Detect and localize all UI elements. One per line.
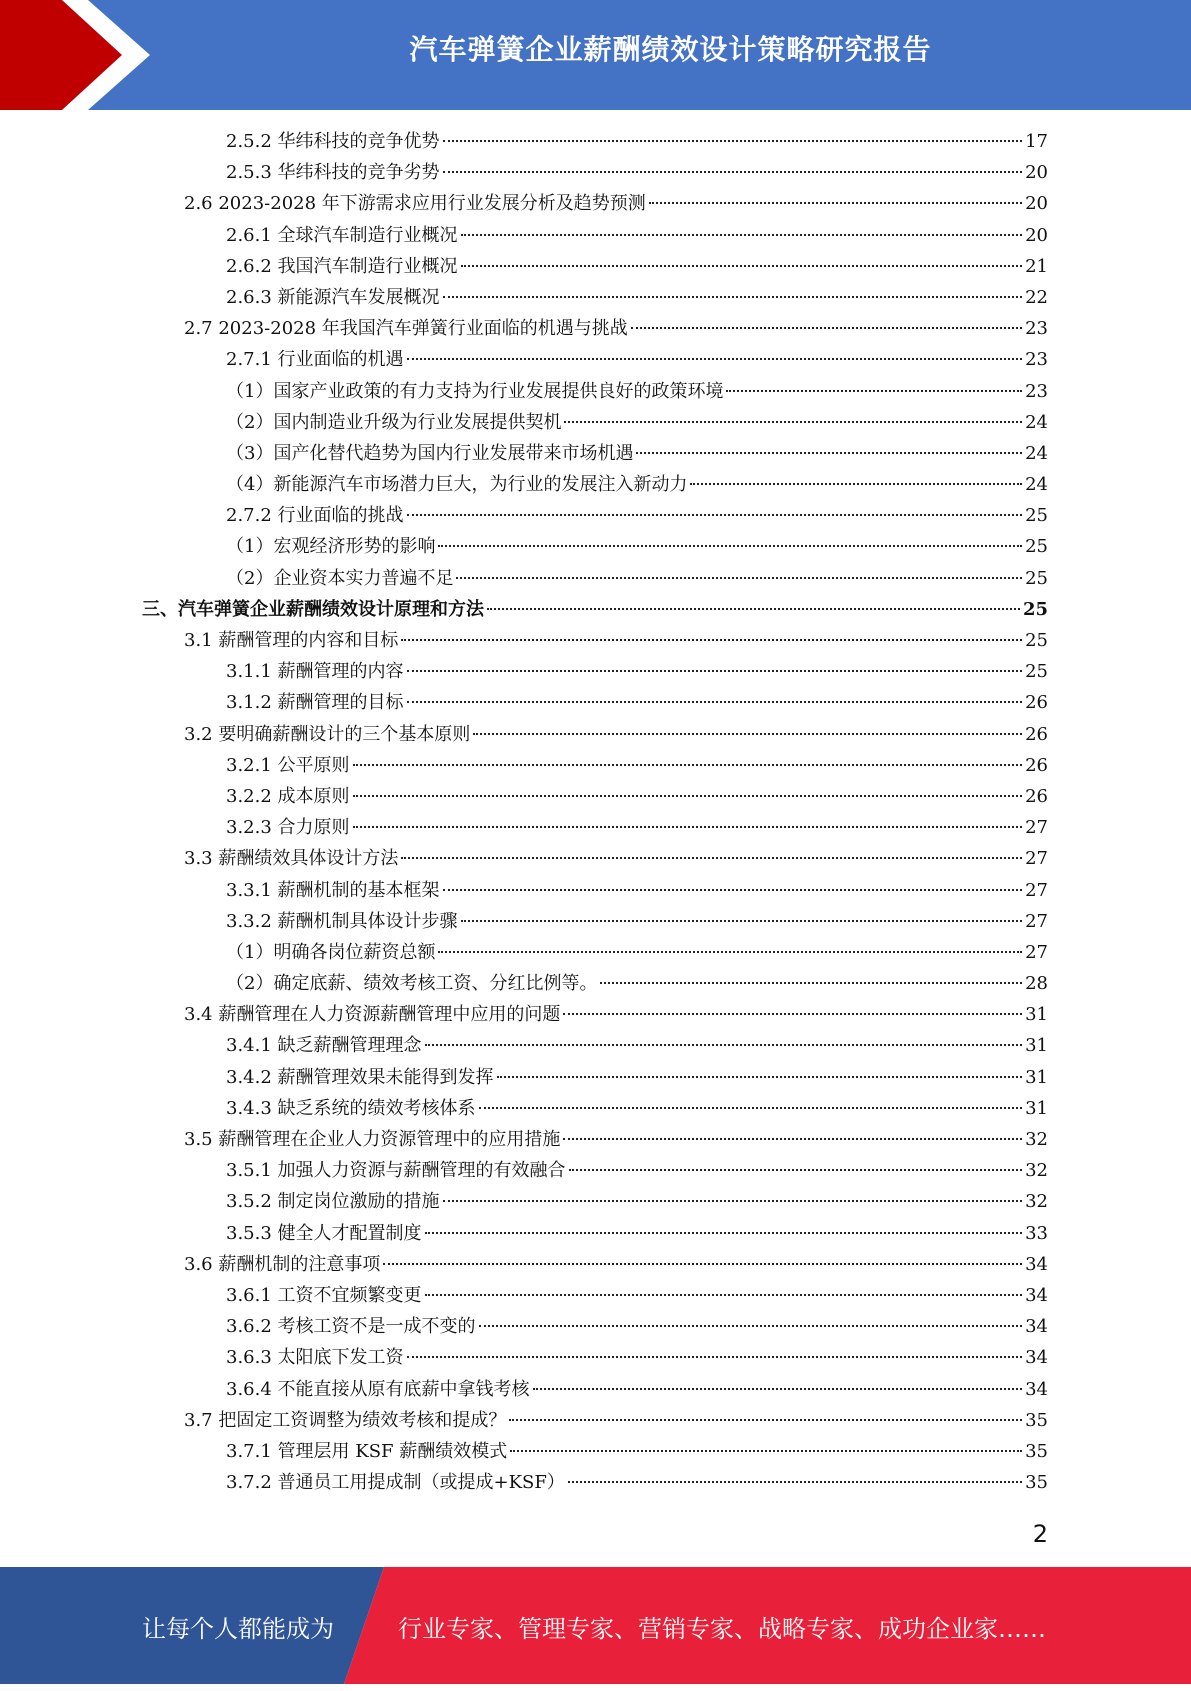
toc-dot-leader — [649, 202, 1022, 204]
toc-entry-label: （3）国产化替代趋势为国内行业发展带来市场机遇 — [226, 442, 634, 464]
toc-entry-page: 26 — [1025, 723, 1048, 745]
toc-entry-label: 3.5.3 健全人才配置制度 — [226, 1222, 422, 1244]
toc-entry-page: 34 — [1025, 1378, 1048, 1400]
toc-entry-page: 33 — [1025, 1222, 1048, 1244]
toc-entry-label: 2.5.3 华纬科技的竞争劣势 — [226, 162, 440, 184]
toc-entry-label: 3.5.2 制定岗位激励的措施 — [226, 1191, 440, 1213]
toc-entry-line — [184, 188, 1048, 219]
toc-entry-label: 2.6.2 我国汽车制造行业概况 — [226, 255, 458, 277]
toc-entry-line — [184, 313, 1048, 344]
toc-entry-page: 31 — [1025, 1035, 1048, 1057]
toc-dot-leader — [568, 1481, 1022, 1483]
toc-entry-page: 34 — [1025, 1316, 1048, 1338]
toc-dot-leader — [353, 764, 1023, 766]
toc-entry-page: 25 — [1025, 536, 1048, 558]
toc-entry[interactable] — [0, 188, 1191, 219]
toc-entry[interactable] — [0, 1467, 1191, 1498]
toc-entry-line — [142, 594, 1048, 625]
toc-dot-leader — [631, 327, 1022, 329]
toc-entry-page: 24 — [1025, 474, 1048, 496]
toc-entry-line — [184, 843, 1048, 874]
toc-entry-label: 3.1.1 薪酬管理的内容 — [226, 661, 404, 683]
toc-entry-line — [226, 500, 1048, 531]
toc-entry[interactable] — [0, 1186, 1191, 1217]
toc-entry[interactable] — [0, 906, 1191, 937]
toc-entry-line — [184, 1124, 1048, 1155]
toc-dot-leader — [509, 1419, 1022, 1421]
toc-entry-page: 21 — [1025, 255, 1048, 277]
toc-entry-page: 31 — [1025, 1097, 1048, 1119]
toc-entry[interactable] — [0, 344, 1191, 375]
toc-entry[interactable] — [0, 1249, 1191, 1280]
toc-dot-leader — [353, 826, 1023, 828]
toc-entry-page: 25 — [1025, 567, 1048, 589]
toc-entry-label: 3.7.2 普通员工用提成制（或提成+KSF） — [226, 1472, 565, 1494]
toc-dot-leader — [383, 1263, 1022, 1265]
toc-dot-leader — [425, 1294, 1023, 1296]
toc-entry-line — [226, 126, 1048, 157]
toc-dot-leader — [443, 171, 1023, 173]
toc-entry-page: 32 — [1025, 1129, 1048, 1150]
toc-dot-leader — [353, 795, 1023, 797]
toc-dot-leader — [401, 857, 1022, 859]
toc-dot-leader — [438, 545, 1022, 547]
toc-entry-page: 26 — [1025, 692, 1048, 714]
toc-entry-page: 24 — [1025, 442, 1048, 464]
toc-entry[interactable] — [0, 438, 1191, 469]
toc-entry-label: 2.6.1 全球汽车制造行业概况 — [226, 224, 458, 246]
toc-entry-line — [226, 906, 1048, 937]
toc-entry[interactable] — [0, 625, 1191, 656]
toc-entry-label: 3.5 薪酬管理在企业人力资源管理中的应用措施 — [184, 1129, 561, 1150]
toc-entry-line — [184, 999, 1048, 1030]
toc-dot-leader — [569, 1169, 1023, 1171]
toc-entry-page: 32 — [1025, 1191, 1048, 1213]
toc-dot-leader — [407, 701, 1023, 703]
footer-slogan-left: 让每个人都能成为 — [142, 1615, 334, 1643]
toc-dot-leader — [479, 1325, 1023, 1327]
toc-dot-leader — [563, 1138, 1022, 1140]
toc-entry-line — [226, 1218, 1048, 1249]
toc-entry[interactable] — [0, 469, 1191, 500]
toc-entry-label: 2.6.3 新能源汽车发展概况 — [226, 286, 440, 308]
toc-entry-line — [184, 719, 1048, 750]
toc-entry-line — [226, 407, 1048, 438]
toc-entry-label: 3.1.2 薪酬管理的目标 — [226, 692, 404, 714]
toc-entry[interactable] — [0, 1155, 1191, 1186]
header-arrow-decoration — [0, 0, 160, 110]
toc-entry-label: 3.3 薪酬绩效具体设计方法 — [184, 848, 399, 870]
toc-entry[interactable] — [0, 531, 1191, 562]
toc-entry-line — [226, 812, 1048, 843]
toc-entry-label: 3.3.1 薪酬机制的基本框架 — [226, 879, 440, 901]
toc-entry-label: 3.3.2 薪酬机制具体设计步骤 — [226, 910, 458, 932]
toc-entry-line — [226, 968, 1048, 999]
toc-entry-page: 24 — [1025, 411, 1048, 433]
toc-entry[interactable] — [0, 1311, 1191, 1342]
toc-dot-leader — [497, 1076, 1023, 1078]
toc-entry[interactable] — [0, 812, 1191, 843]
toc-entry-label: 3.4.1 缺乏薪酬管理理念 — [226, 1035, 422, 1057]
toc-entry-line — [226, 438, 1048, 469]
toc-entry[interactable] — [0, 719, 1191, 750]
toc-entry-label: （4）新能源汽车市场潜力巨大，为行业的发展注入新动力 — [226, 474, 688, 496]
toc-entry-line — [226, 1436, 1048, 1467]
toc-entry-line — [226, 937, 1048, 968]
toc-entry-label: 3.2.1 公平原则 — [226, 754, 350, 776]
toc-entry-label: （1）明确各岗位薪资总额 — [226, 941, 436, 963]
toc-entry-line — [226, 1374, 1048, 1405]
toc-entry-label: 三、汽车弹簧企业薪酬绩效设计原理和方法 — [142, 598, 484, 620]
toc-entry-page: 20 — [1025, 162, 1048, 184]
toc-entry-line — [226, 1311, 1048, 1342]
toc-entry-label: 3.6.4 不能直接从原有底薪中拿钱考核 — [226, 1378, 530, 1400]
toc-dot-leader — [443, 296, 1023, 298]
toc-entry-label: 3.6.1 工资不宜频繁变更 — [226, 1284, 422, 1306]
toc-entry-line — [226, 1030, 1048, 1061]
toc-entry-line — [226, 750, 1048, 781]
toc-entry[interactable] — [0, 500, 1191, 531]
toc-entry-line — [226, 251, 1048, 282]
toc-entry-page: 35 — [1025, 1409, 1048, 1431]
toc-entry-label: 2.6 2023-2028 年下游需求应用行业发展分析及趋势预测 — [184, 193, 646, 215]
toc-dot-leader — [461, 265, 1023, 267]
toc-dot-leader — [401, 639, 1022, 641]
toc-entry[interactable] — [0, 937, 1191, 968]
toc-entry-line — [226, 344, 1048, 375]
toc-entry-label: 3.6.3 太阳底下发工资 — [226, 1347, 404, 1369]
toc-dot-leader — [636, 452, 1022, 454]
toc-entry[interactable] — [0, 875, 1191, 906]
toc-entry[interactable] — [0, 781, 1191, 812]
toc-dot-leader — [726, 390, 1022, 392]
toc-entry-label: 3.2.3 合力原则 — [226, 817, 350, 839]
toc-entry[interactable] — [0, 407, 1191, 438]
toc-entry-page: 17 — [1025, 131, 1048, 152]
header-band — [0, 0, 1191, 110]
toc-entry-page: 25 — [1025, 505, 1048, 527]
toc-dot-leader — [479, 1107, 1023, 1109]
toc-entry-page: 27 — [1025, 879, 1048, 901]
toc-entry-label: （1）宏观经济形势的影响 — [226, 536, 436, 558]
toc-entry[interactable] — [0, 251, 1191, 282]
toc-entry[interactable] — [0, 220, 1191, 251]
footer-slogan-right: 行业专家、管理专家、营销专家、战略专家、成功企业家…… — [398, 1615, 1046, 1643]
toc-entry-page: 27 — [1025, 941, 1048, 963]
toc-entry-page: 35 — [1025, 1440, 1048, 1462]
toc-dot-leader — [425, 1232, 1023, 1234]
toc-entry-page: 34 — [1025, 1253, 1048, 1275]
toc-dot-leader — [438, 951, 1022, 953]
toc-dot-leader — [563, 1013, 1022, 1015]
toc-entry-page: 22 — [1025, 286, 1048, 308]
toc-entry-page: 20 — [1025, 224, 1048, 246]
toc-entry-line — [184, 1249, 1048, 1280]
toc-dot-leader — [690, 483, 1022, 485]
toc-entry[interactable] — [0, 1342, 1191, 1373]
toc-dot-leader — [407, 358, 1023, 360]
toc-entry-line — [226, 563, 1048, 594]
toc-entry[interactable] — [0, 1124, 1191, 1155]
toc-entry-page: 32 — [1025, 1160, 1048, 1182]
toc-dot-leader — [461, 920, 1023, 922]
toc-dot-leader — [510, 1450, 1022, 1452]
toc-dot-leader — [407, 514, 1023, 516]
toc-entry-line — [226, 781, 1048, 812]
toc-entry[interactable] — [0, 376, 1191, 407]
toc-entry[interactable] — [0, 1280, 1191, 1311]
toc-entry-label: 3.5.1 加强人力资源与薪酬管理的有效融合 — [226, 1160, 566, 1182]
toc-dot-leader — [487, 608, 1020, 610]
toc-dot-leader — [407, 1356, 1023, 1358]
toc-entry-line — [226, 157, 1048, 188]
report-title: 汽车弹簧企业薪酬绩效设计策略研究报告 — [409, 33, 932, 66]
toc-entry-label: 3.1 薪酬管理的内容和目标 — [184, 630, 399, 651]
toc-entry-label: 3.7.1 管理层用 KSF 薪酬绩效模式 — [226, 1440, 508, 1462]
toc-entry-page: 28 — [1025, 973, 1048, 995]
toc-entry-label: 3.4 薪酬管理在人力资源薪酬管理中应用的问题 — [184, 1004, 561, 1026]
toc-dot-leader — [407, 670, 1023, 672]
toc-entry-line — [226, 1155, 1048, 1186]
toc-entry-line — [226, 875, 1048, 906]
toc-entry[interactable] — [0, 1374, 1191, 1405]
toc-dot-leader — [600, 982, 1022, 984]
toc-entry[interactable] — [0, 157, 1191, 188]
toc-entry-label: 3.2.2 成本原则 — [226, 785, 350, 807]
toc-dot-leader — [564, 421, 1022, 423]
toc-entry-label: 3.4.3 缺乏系统的绩效考核体系 — [226, 1097, 476, 1119]
toc-entry-page: 27 — [1025, 848, 1048, 870]
toc-entry-line — [226, 656, 1048, 687]
toc-entry-label: （2）国内制造业升级为行业发展提供契机 — [226, 411, 562, 433]
toc-entry-label: 3.4.2 薪酬管理效果未能得到发挥 — [226, 1066, 494, 1088]
toc-entry-page: 34 — [1025, 1347, 1048, 1369]
toc-entry-page: 23 — [1025, 318, 1048, 340]
toc-entry[interactable] — [0, 687, 1191, 718]
toc-entry[interactable] — [0, 282, 1191, 313]
toc-entry-page: 34 — [1025, 1284, 1048, 1306]
toc-entry-line — [226, 1280, 1048, 1311]
toc-entry-label: 2.7.2 行业面临的挑战 — [226, 505, 404, 527]
toc-dot-leader — [473, 733, 1022, 735]
toc-entry[interactable] — [0, 313, 1191, 344]
toc-entry-line — [226, 1186, 1048, 1217]
toc-entry-page: 31 — [1025, 1004, 1048, 1026]
toc-entry-page: 25 — [1025, 630, 1048, 651]
toc-entry-label: 2.7 2023-2028 年我国汽车弹簧行业面临的机遇与挑战 — [184, 318, 628, 340]
toc-entry-page: 27 — [1025, 817, 1048, 839]
table-of-contents — [0, 126, 1191, 1498]
toc-entry-line — [226, 282, 1048, 313]
toc-entry[interactable] — [0, 126, 1191, 157]
toc-dot-leader — [461, 234, 1023, 236]
toc-entry-line — [226, 376, 1048, 407]
toc-entry-line — [226, 1342, 1048, 1373]
toc-entry-page: 31 — [1025, 1066, 1048, 1088]
toc-entry-line — [226, 1093, 1048, 1124]
toc-entry-page: 26 — [1025, 754, 1048, 776]
toc-entry[interactable] — [0, 1405, 1191, 1436]
toc-entry[interactable] — [0, 1062, 1191, 1093]
toc-entry-page: 23 — [1025, 349, 1048, 371]
toc-entry[interactable] — [0, 843, 1191, 874]
toc-entry[interactable] — [0, 1218, 1191, 1249]
toc-entry-line — [226, 220, 1048, 251]
toc-entry-label: 3.7 把固定工资调整为绩效考核和提成？ — [184, 1409, 507, 1431]
toc-entry-line — [226, 687, 1048, 718]
toc-entry[interactable] — [0, 594, 1191, 625]
toc-entry[interactable] — [0, 999, 1191, 1030]
page-number: 2 — [1032, 1520, 1048, 1548]
toc-entry[interactable] — [0, 1030, 1191, 1061]
toc-dot-leader — [533, 1388, 1023, 1390]
toc-entry-label: 2.7.1 行业面临的机遇 — [226, 349, 404, 371]
toc-entry-label: 3.6.2 考核工资不是一成不变的 — [226, 1316, 476, 1338]
toc-entry-line — [226, 531, 1048, 562]
toc-entry-label: 2.5.2 华纬科技的竞争优势 — [226, 131, 440, 152]
toc-entry[interactable] — [0, 968, 1191, 999]
toc-entry[interactable] — [0, 563, 1191, 594]
toc-entry-line — [184, 1405, 1048, 1436]
toc-entry-line — [226, 1467, 1048, 1498]
toc-entry[interactable] — [0, 1436, 1191, 1467]
toc-dot-leader — [443, 889, 1023, 891]
toc-entry[interactable] — [0, 656, 1191, 687]
toc-entry-label: （2）企业资本实力普遍不足 — [226, 567, 454, 589]
toc-entry-label: （1）国家产业政策的有力支持为行业发展提供良好的政策环境 — [226, 380, 724, 402]
toc-entry-line — [226, 1062, 1048, 1093]
toc-entry-label: 3.6 薪酬机制的注意事项 — [184, 1253, 381, 1275]
toc-entry-page: 25 — [1025, 661, 1048, 683]
toc-entry-label: （2）确定底薪、绩效考核工资、分红比例等。 — [226, 973, 598, 995]
toc-entry-line — [226, 469, 1048, 500]
toc-entry[interactable] — [0, 1093, 1191, 1124]
toc-entry-page: 20 — [1025, 193, 1048, 215]
toc-entry-page: 35 — [1025, 1472, 1048, 1494]
toc-entry-page: 27 — [1025, 910, 1048, 932]
footer-band — [0, 1567, 1191, 1684]
toc-entry-page: 26 — [1025, 785, 1048, 807]
toc-entry-page: 23 — [1025, 380, 1048, 402]
toc-entry-line — [184, 625, 1048, 656]
toc-entry-label: 3.2 要明确薪酬设计的三个基本原则 — [184, 723, 471, 745]
toc-dot-leader — [443, 140, 1023, 142]
toc-dot-leader — [425, 1044, 1023, 1046]
toc-entry-page: 25 — [1022, 598, 1048, 620]
toc-dot-leader — [443, 1200, 1023, 1202]
toc-dot-leader — [456, 577, 1022, 579]
toc-entry[interactable] — [0, 750, 1191, 781]
